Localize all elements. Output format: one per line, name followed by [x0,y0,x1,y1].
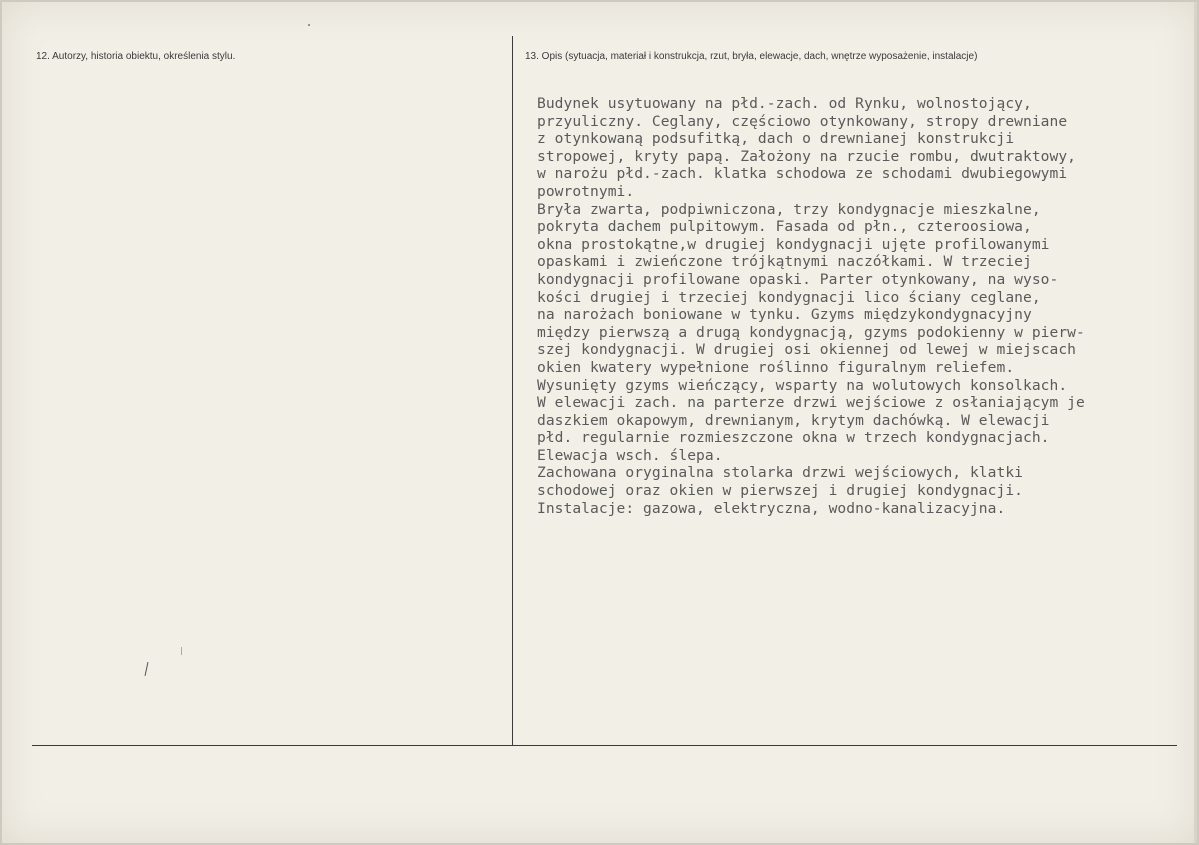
text-line: Zachowana oryginalna stolarka drzwi wejściowych, klatki [537,464,1023,482]
text-line: między pierwszą a drugą kondygnacją, gzyms podokienny w pierw- [537,323,1085,341]
text-line: w narożu płd.-zach. klatka schodowa ze schodami dwubiegowymi [537,165,1068,183]
text-line: na narożach boniowane w tynku. Gzyms międzykondygnacyjny [537,306,1032,324]
text-line: Budynek usytuowany na płd.-zach. od Rynku, wolnostojący, [537,95,1032,112]
text-line: daszkiem okapowym, drewnianym, krytym dachówką. W elewacji [537,411,1050,429]
text-line: Elewacja wsch. ślepa. [537,446,723,464]
text-line: przyuliczny. Ceglany, częściowo otynkowany, stropy drewniane [537,112,1068,130]
text-line: Instalacje: gazowa, elektryczna, wodno-kanalizacyjna. [537,499,1006,517]
text-line: z otynkowaną podsufitką, dach o drewnianej konstrukcji [537,130,1015,148]
section-13-header: 13. Opis (sytuacja, materiał i konstrukcja, rzut, bryła, elewacje, dach, wnętrze wyposażenie, instalacje) [525,51,978,62]
bottom-rule [32,745,1177,746]
text-line: okna prostokątne,w drugiej kondygnacji ujęte profilowanymi [537,235,1050,253]
column-divider [512,36,513,745]
faint-mark [181,647,182,655]
text-line: płd. regularnie rozmieszczone okna w trzech kondygnacjach. [537,429,1050,447]
pencil-mark [145,662,149,676]
text-line: kości drugiej i trzeciej kondygnacji lico ściany ceglane, [537,288,1041,306]
text-line: szej kondygnacji. W drugiej osi okiennej od lewej w miejscach [537,341,1077,359]
text-line: stropowej, kryty papą. Założony na rzucie rombu, dwutraktowy, [537,147,1077,165]
section-12-header: 12. Autorzy, historia obiektu, określenia stylu. [36,51,236,62]
text-line: powrotnymi. [537,182,635,200]
description-text [537,95,1187,517]
text-line: Bryła zwarta, podpiwniczona, trzy kondygnacje mieszkalne, [537,200,1041,218]
text-line: opaskami i zwieńczone trójkątnymi naczółkami. W trzeciej [537,253,1032,271]
text-line: pokryta dachem pulpitowym. Fasada od płn., czteroosiowa, [537,218,1032,236]
text-line: okien kwatery wypełnione roślinno figuralnym reliefem. [537,358,1015,376]
text-line: schodowej oraz okien w pierwszej i drugiej kondygnacji. [537,482,1023,500]
document-page [2,2,1197,843]
speck-mark [308,24,310,26]
page-edge [1194,2,1197,843]
text-line: W elewacji zach. na parterze drzwi wejściowe z osłaniającym je [537,394,1085,412]
text-line: Wysunięty gzyms wieńczący, wsparty na wolutowych konsolkach. [537,376,1068,394]
text-line: kondygnacji profilowane opaski. Parter otynkowany, na wyso- [537,270,1059,288]
